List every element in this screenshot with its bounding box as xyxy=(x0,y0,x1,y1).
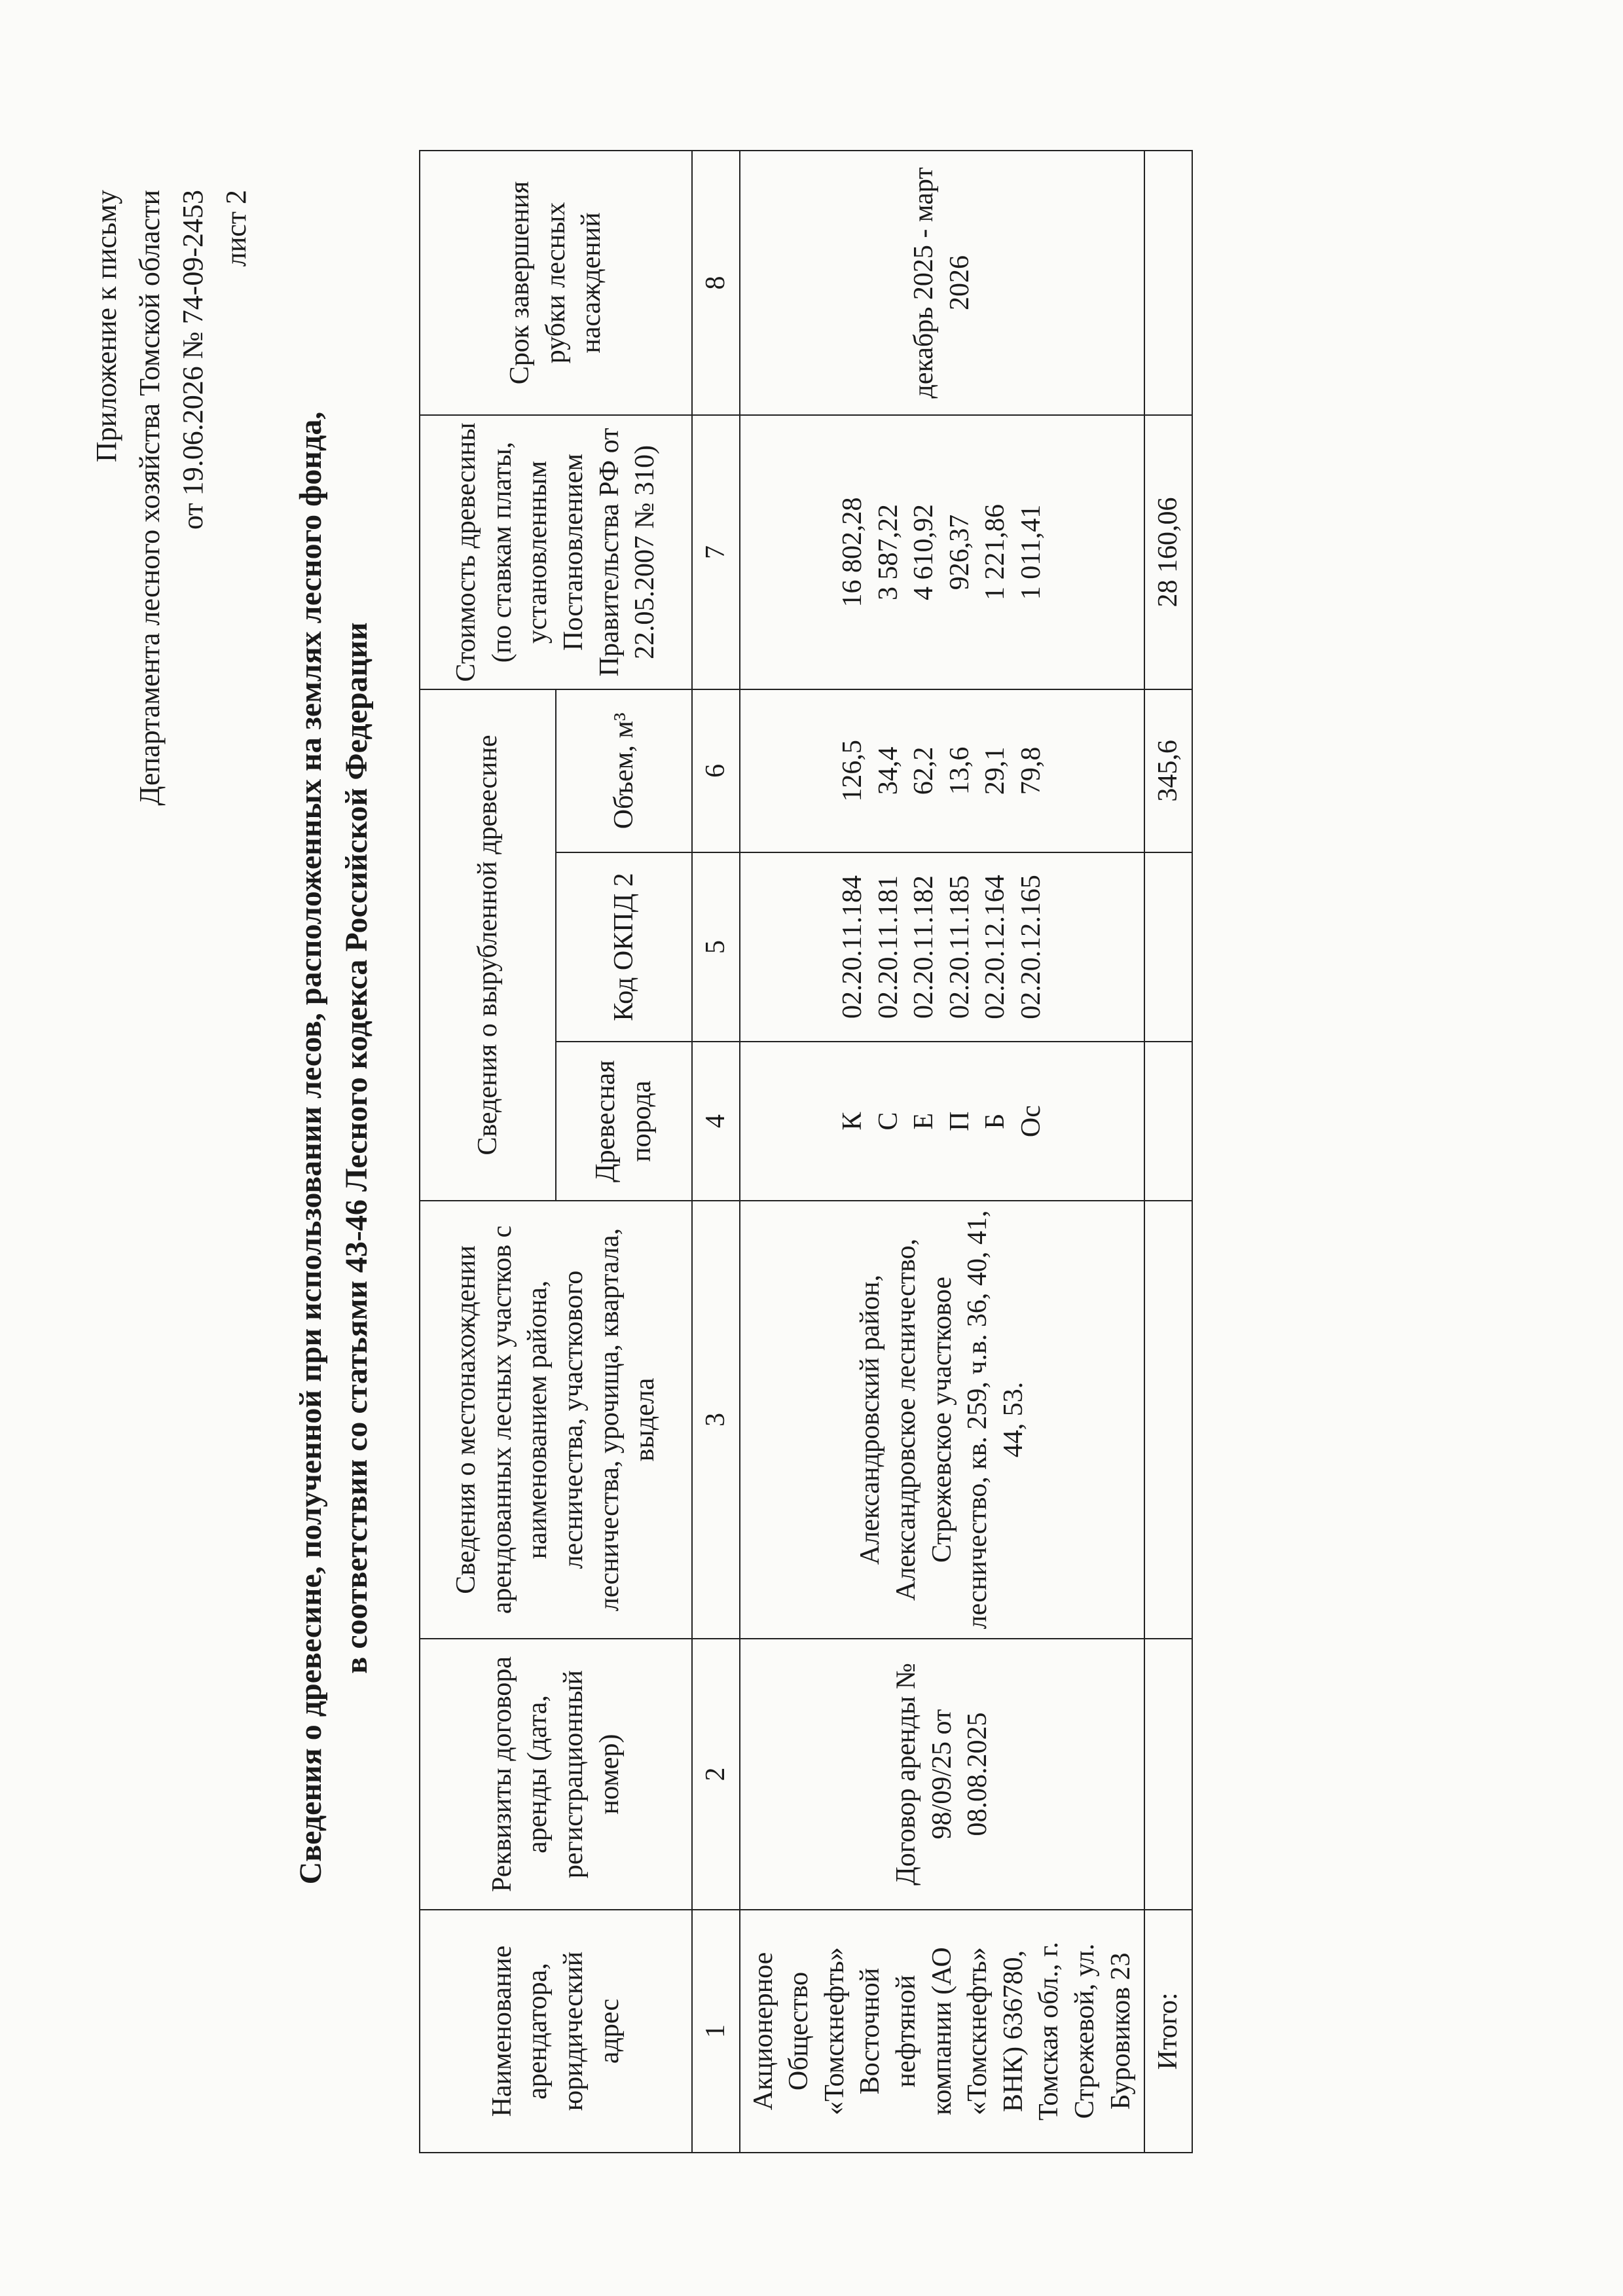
column-number-row xyxy=(692,151,740,2153)
column-number: 5 xyxy=(692,852,740,1042)
lessee-cell: Акционерное Общество «Томскнефть» Восточной нефтяной компании (АО «Томскнефть» ВНК) 636780, Томская обл., г. Стрежевой, ул. Буровиков 23 xyxy=(740,1910,1145,2153)
empty-cell xyxy=(1144,1201,1192,1639)
header-lessee: Наименование арендатора, юридический адрес xyxy=(420,1910,692,2153)
column-number: 6 xyxy=(692,689,740,852)
header-note xyxy=(85,190,258,806)
total-volume: 345,6 xyxy=(1144,689,1192,852)
volume-value: 62,2 xyxy=(909,746,939,795)
column-number: 4 xyxy=(692,1042,740,1201)
okpd-code-value: 02.20.11.185 xyxy=(944,875,975,1019)
volume-value: 34,4 xyxy=(873,746,903,795)
okpd-code-value: 02.20.11.181 xyxy=(873,875,903,1019)
species-value: С xyxy=(873,1112,903,1131)
species-cell xyxy=(740,1042,1145,1201)
contract-cell: Договор аренды № 98/09/25 от 08.08.2025 xyxy=(740,1639,1145,1910)
column-number: 8 xyxy=(692,151,740,415)
okpd-code-cell xyxy=(740,852,1145,1042)
total-row xyxy=(1144,151,1192,2153)
header-location: Сведения о местонахождении арендованных лесных участков с наименованием района, лесничества, участкового лесничества, урочища, квартала, выдела xyxy=(420,1201,692,1639)
species-value: Е xyxy=(909,1112,939,1130)
okpd-code-value: 02.20.11.184 xyxy=(837,875,868,1019)
okpd-code-value: 02.20.11.182 xyxy=(909,875,939,1019)
cost-value: 3 587,22 xyxy=(873,503,903,600)
header-species: Древесная порода xyxy=(556,1042,692,1201)
volume-value: 13,6 xyxy=(944,746,975,795)
total-label: Итого: xyxy=(1144,1910,1192,2153)
header-okpd-code: Код ОКПД 2 xyxy=(556,852,692,1042)
title-line: Сведения о древесине, полученной при использовании лесов, расположенных на землях лесного фонда, xyxy=(293,411,328,1885)
volume-value: 79,8 xyxy=(1016,746,1047,795)
cost-value: 4 610,92 xyxy=(909,503,939,600)
header-note-line: Департамента лесного хозяйства Томской области xyxy=(134,190,166,806)
volume-value: 126,5 xyxy=(837,740,868,802)
header-contract: Реквизиты договора аренды (дата, регистрационный номер) xyxy=(420,1639,692,1910)
header-volume: Объем, м³ xyxy=(556,689,692,852)
empty-cell xyxy=(1144,852,1192,1042)
title-line: в соответствии со статьями 43-46 Лесного кодекса Российской Федерации xyxy=(338,622,374,1674)
empty-cell xyxy=(1144,151,1192,415)
deadline-cell: декабрь 2025 - март 2026 xyxy=(740,151,1145,415)
empty-cell xyxy=(1144,1639,1192,1910)
total-cost: 28 160,06 xyxy=(1144,415,1192,689)
okpd-code-value: 02.20.12.164 xyxy=(980,875,1011,1019)
table-row xyxy=(740,151,1145,2153)
header-note-line: от 19.06.2026 № 74-09-2453 xyxy=(177,190,209,530)
header-deadline: Срок завершения рубки лесных насаждений xyxy=(420,151,692,415)
cost-value: 16 802,28 xyxy=(837,497,868,608)
column-number: 3 xyxy=(692,1201,740,1639)
species-value: Б xyxy=(980,1113,1011,1129)
location-cell: Александровский район, Александровское лесничество, Стрежевское участковое лесничество, кв. 259, ч.в. 36, 40, 41, 44, 53. xyxy=(740,1201,1145,1639)
header-note-line: лист 2 xyxy=(220,190,252,267)
species-value: К xyxy=(837,1112,868,1131)
species-value: Ос xyxy=(1016,1105,1047,1138)
cost-value: 1 011,41 xyxy=(1016,504,1047,600)
column-number: 2 xyxy=(692,1639,740,1910)
species-value: П xyxy=(944,1111,975,1131)
cost-cell xyxy=(740,415,1145,689)
document-title xyxy=(288,0,379,2296)
cost-value: 1 221,86 xyxy=(980,503,1011,600)
volume-cell xyxy=(740,689,1145,852)
header-timber-info: Сведения о вырубленной древесине xyxy=(420,689,556,1201)
okpd-code-value: 02.20.12.165 xyxy=(1016,875,1047,1019)
column-number: 7 xyxy=(692,415,740,689)
timber-table xyxy=(419,150,1193,2153)
volume-value: 29,1 xyxy=(980,746,1011,795)
empty-cell xyxy=(1144,1042,1192,1201)
cost-value: 926,37 xyxy=(944,514,975,591)
column-number: 1 xyxy=(692,1910,740,2153)
header-note-line: Приложение к письму xyxy=(90,190,122,463)
header-cost: Стоимость древесины (по ставкам платы, установленным Постановлением Правительства РФ от 22.05.2007 № 310) xyxy=(420,415,692,689)
